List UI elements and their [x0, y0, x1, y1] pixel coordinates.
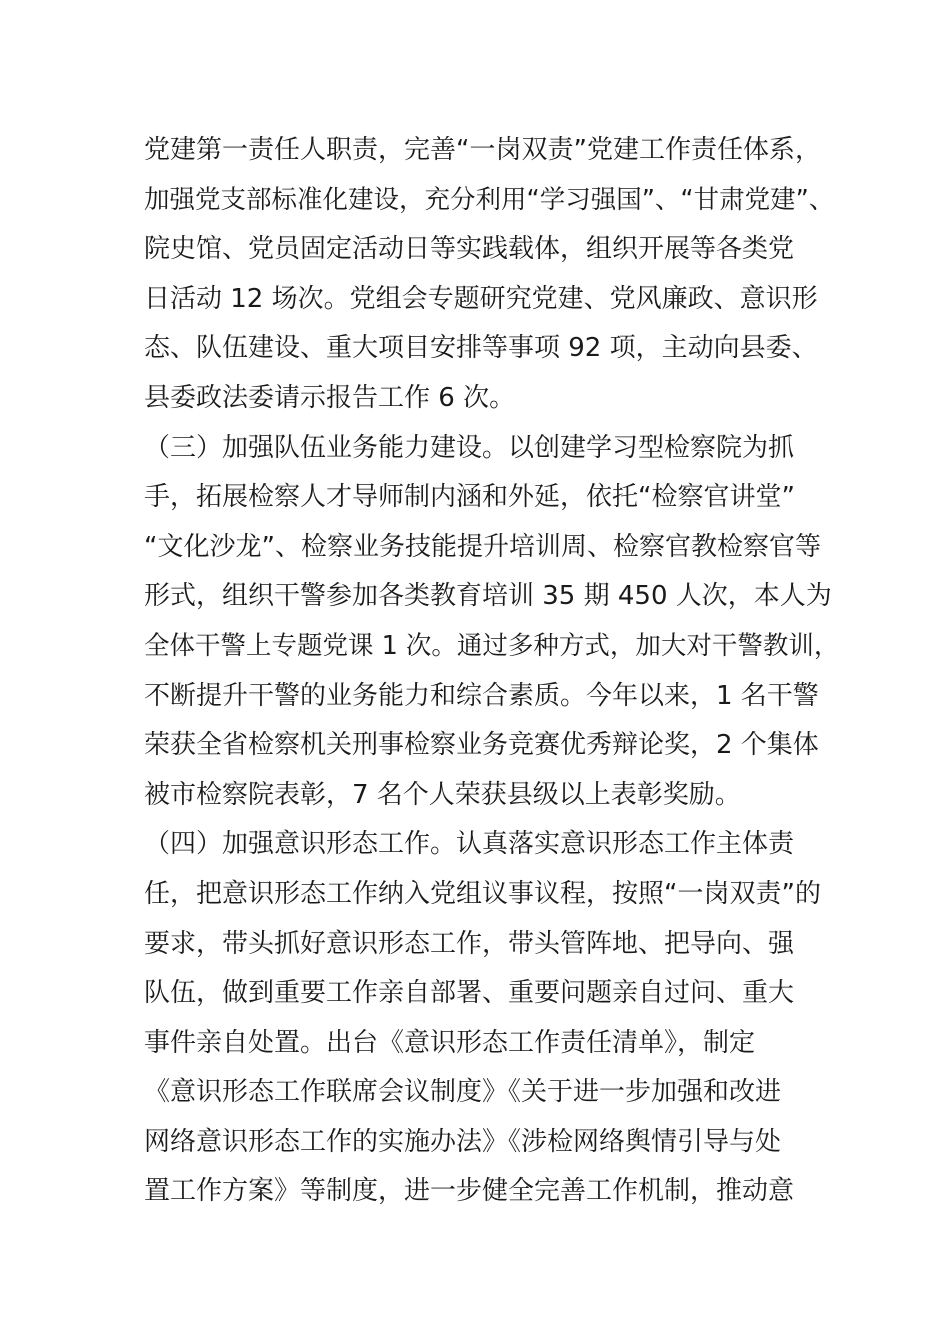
text-line: 置工作方案》等制度，进一步健全完善工作机制，推动意	[144, 1176, 795, 1207]
text-line: 党建第一责任人职责，完善“一岗双责”党建工作责任体系，	[144, 135, 821, 165]
text-line: 日活动 12 场次。党组会专题研究党建、党风廉政、意识形	[144, 283, 818, 314]
text-line: 院史馆、党员固定活动日等实践载体，组织开展等各类党	[144, 234, 795, 265]
text-line: 荣获全省检察机关刑事检察业务竞赛优秀辩论奖，2 个集体	[144, 730, 819, 761]
text-line: 要求，带头抓好意识形态工作，带头管阵地、把导向、强	[144, 928, 795, 959]
text-line: 加强党支部标准化建设，充分利用“学习强国”、“甘肃党建”、	[144, 184, 835, 215]
section-heading-line: （三）加强队伍业务能力建设。以创建学习型检察院为抓	[144, 432, 795, 463]
text-line: 队伍，做到重要工作亲自部署、重要问题亲自过问、重大	[144, 978, 795, 1009]
text-line: “文化沙龙”、检察业务技能提升培训周、检察官教检察官等	[144, 531, 821, 562]
text-line: 县委政法委请示报告工作 6 次。	[144, 382, 516, 413]
text-line: 形式，组织干警参加各类教育培训 35 期 450 人次，本人为	[144, 581, 832, 612]
text-line: 态、队伍建设、重大项目安排等事项 92 项，主动向县委、	[144, 333, 818, 364]
text-line: 被市检察院表彰，7 名个人荣获县级以上表彰奖励。	[144, 779, 741, 810]
section-heading-line: （四）加强意识形态工作。认真落实意识形态工作主体责	[144, 829, 795, 860]
body-text	[144, 126, 844, 1217]
text-line: 手，拓展检察人才导师制内涵和外延，依托“检察官讲堂”	[144, 482, 795, 513]
text-line: 事件亲自处置。出台《意识形态工作责任清单》，制定	[144, 1027, 756, 1058]
text-line: 任，把意识形态工作纳入党组议事议程，按照“一岗双责”的	[144, 878, 821, 909]
text-line: 《意识形态工作联席会议制度》《关于进一步加强和改进	[144, 1077, 782, 1108]
text-line: 不断提升干警的业务能力和综合素质。今年以来，1 名干警	[144, 680, 819, 711]
text-line: 网络意识形态工作的实施办法》《涉检网络舆情引导与处	[144, 1126, 782, 1157]
text-line: 全体干警上专题党课 1 次。通过多种方式，加大对干警教训，	[144, 630, 840, 661]
